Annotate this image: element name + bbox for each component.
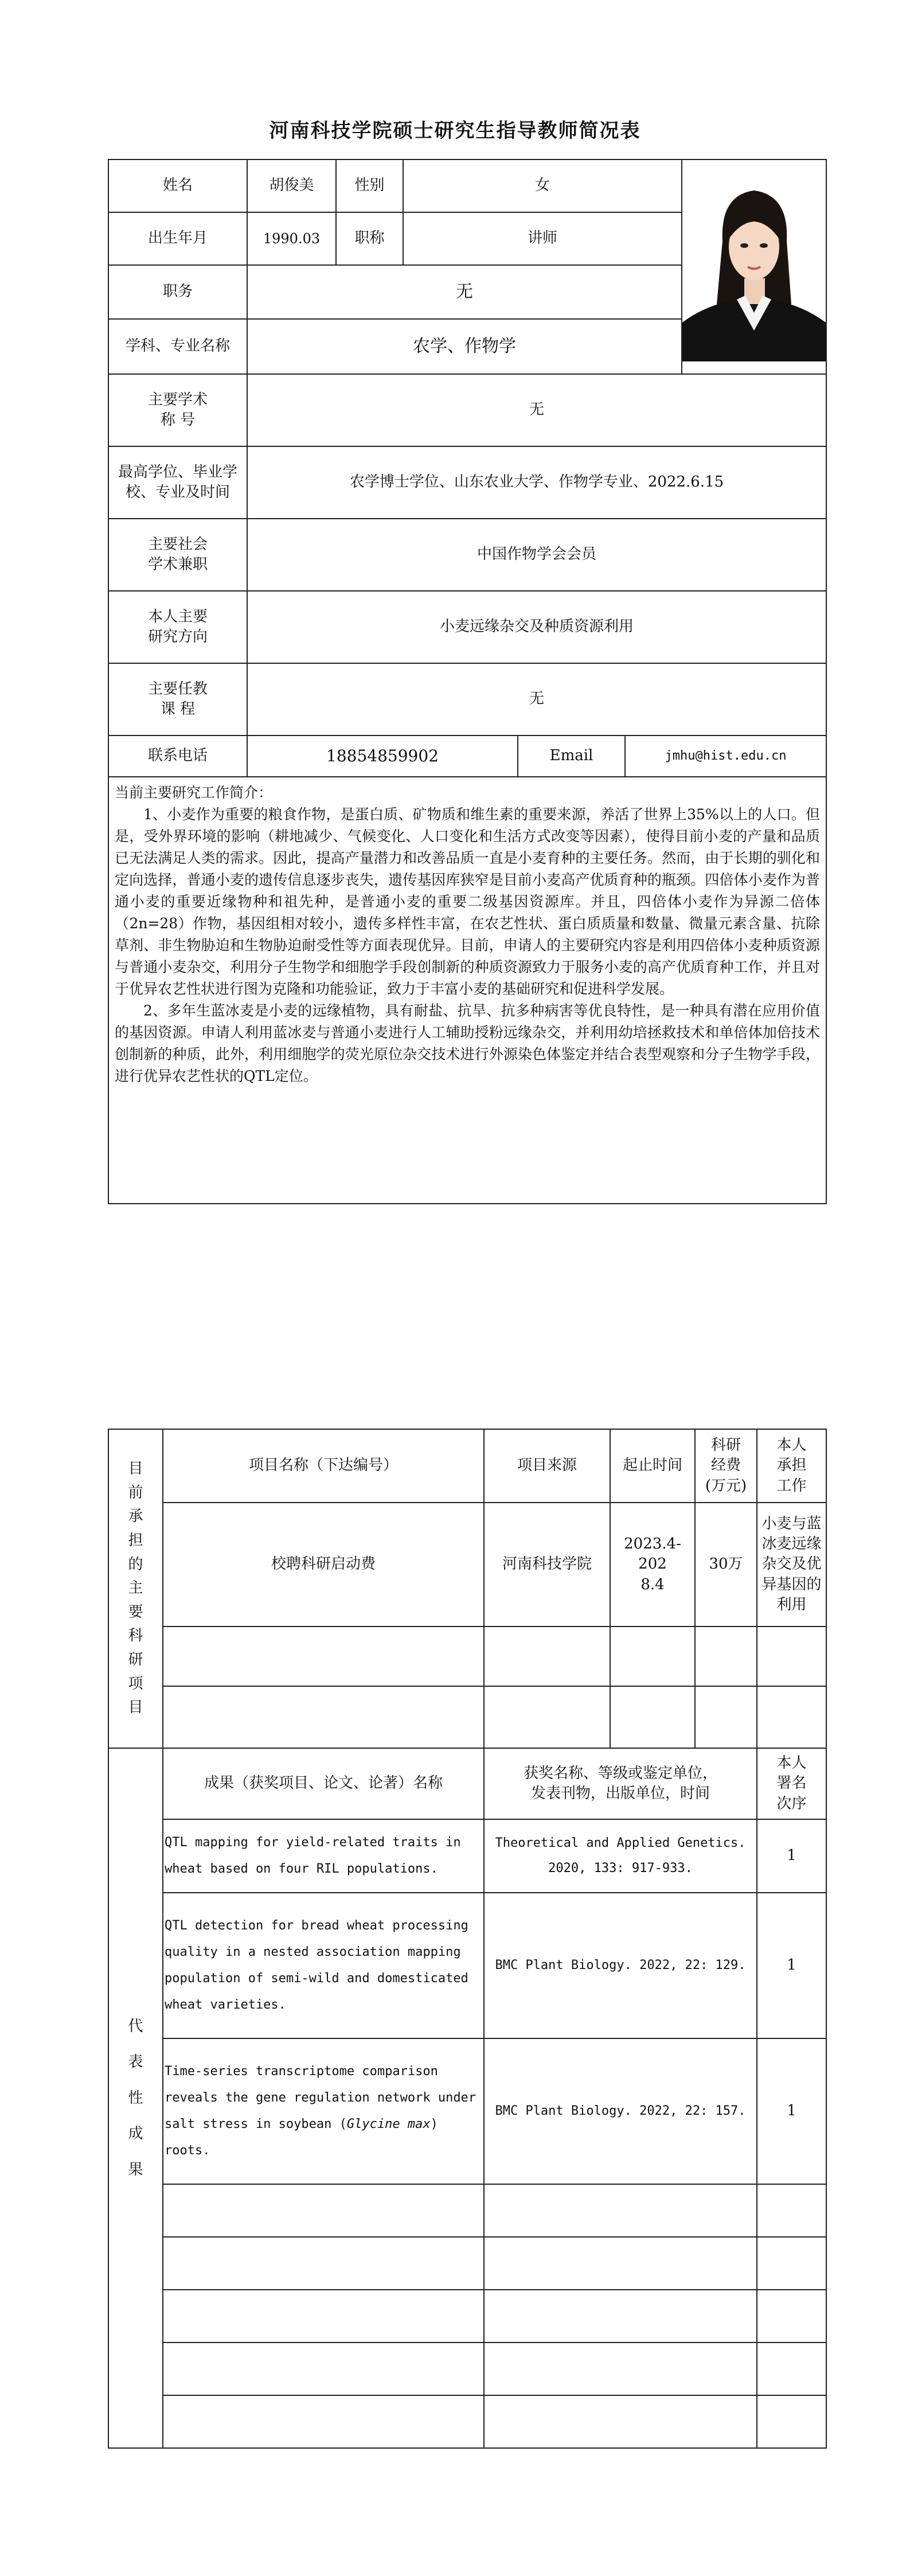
social-label: [108, 519, 247, 591]
achievement-venue: BMC Plant Biology. 2022, 22: 129.: [484, 1893, 757, 2038]
projects-side-char: 承: [128, 1508, 143, 1526]
empty-cell: [163, 1626, 484, 1686]
projects-side-char: 要: [128, 1603, 143, 1621]
email-label: Email: [518, 736, 625, 777]
degree-label-line1: 最高学位、毕业学: [118, 463, 237, 481]
gender-label: 性别: [336, 159, 403, 212]
research-label-line1: 本人主要: [147, 608, 208, 625]
project-row-empty: [108, 1626, 826, 1686]
projects-header-funding-line1: 科研: [710, 1437, 741, 1454]
achievements-header-venue: [484, 1748, 757, 1819]
empty-cell: [757, 2237, 826, 2290]
projects-side-char: 目: [128, 1460, 143, 1478]
projects-side-label: [108, 1429, 163, 1748]
empty-cell: [484, 2184, 757, 2237]
research-intro: [108, 777, 826, 1204]
name-label: 姓名: [108, 159, 247, 212]
research-intro-paragraph-2: 2、多年生蓝冰麦是小麦的远缘植物，具有耐盐、抗旱、抗多种病害等优良特性，是一种具有潜在应用价值的基因资源。申请人利用蓝冰麦与普通小麦进行人工辅助授粉远缘杂交，并利用幼培拯救技术和单倍体加倍技术创制新的种质，此外，利用细胞学的荧光原位杂交技术进行外源染色体鉴定并结合表型观察和分子生物学手段，进行优异农艺性状的QTL定位。: [115, 1002, 821, 1084]
achievement-title-line: quality in a nested association mapping: [165, 1944, 461, 1959]
project-role-line5: 利用: [776, 1596, 807, 1613]
projects-side-char: 目: [128, 1699, 143, 1717]
achievements-header-venue-line2: 发表刊物，出版单位，时间: [530, 1785, 710, 1802]
academic-title-value: 无: [247, 374, 826, 446]
project-role-line1: 小麦与蓝: [761, 1515, 822, 1533]
position-value: 无: [247, 265, 682, 319]
achievement-row-empty: [108, 2342, 826, 2395]
achievement-title: [163, 1893, 484, 2038]
projects-side-char: 的: [128, 1555, 143, 1573]
courses-label: [108, 663, 247, 736]
project-role-line3: 杂交及优: [761, 1555, 822, 1573]
projects-header-funding-line2: 经费: [710, 1457, 741, 1474]
empty-cell: [757, 2290, 826, 2342]
achievement-title-line: reveals the gene regulation network under: [165, 2090, 477, 2105]
courses-label-line2: 课 程: [160, 701, 196, 718]
empty-cell: [610, 1626, 695, 1686]
projects-header-period: 起止时间: [610, 1429, 695, 1503]
social-label-line2: 学术兼职: [147, 556, 208, 573]
achievements-header-title: 成果（获奖项目、论文、论著）名称: [163, 1748, 484, 1819]
achievement-title-line: Time-series transcriptome comparison: [165, 2064, 438, 2079]
phone-value: 18854859902: [247, 736, 518, 777]
achievements-header-order: [757, 1748, 826, 1819]
projects-side-char: 研: [128, 1651, 143, 1668]
email-value: jmhu@hist.edu.cn: [625, 736, 826, 777]
project-funding: 30万: [695, 1503, 757, 1626]
projects-side-char: 担: [128, 1532, 143, 1550]
projects-side-char: 科: [128, 1627, 143, 1645]
research-value: 小麦远缘杂交及种质资源利用: [247, 591, 826, 663]
achievement-title-line: wheat varieties.: [165, 1998, 286, 2013]
research-intro-paragraph-1: 1、小麦作为重要的粮食作物，是蛋白质、矿物质和维生素的重要来源，养活了世界上35%以上的人口。但是，受外界环境的影响（耕地减少、气候变化、人口变化和生活方式改变等因素），使得目前小麦的产量和品质已无法满足人类的需求。因此，提高产量潜力和改善品质一直是小麦育种的主要任务。然而，由于长期的驯化和定向选择，普通小麦的遗传信息逐步丧失，遗传基因库狭窄是目前小麦高产优质育种的瓶颈。四倍体小麦作为普通小麦的重要近缘物种和祖先种，是普通小麦的重要二级基因资源库。并且，四倍体小麦作为异源二倍体（2n=28）作物，基因组相对较小，遗传多样性丰富，在农艺性状、蛋白质质量和数量、微量元素含量、抗除草剂、非生物胁迫和生物胁迫耐受性等方面表现优异。目前，申请人的主要研究内容是利用四倍体小麦种质资源与普通小麦杂交，利用分子生物学和细胞学手段创制新的种质资源致力于服务小麦的高产优质育种工作，并且对于优异农艺性状进行图为克隆和功能验证，致力于丰富小麦的基础研究和促进科学发展。: [115, 806, 821, 997]
academic-title-label-line2: 称 号: [160, 411, 196, 429]
achievement-title: [163, 2038, 484, 2184]
achievements-header-order-line1: 本人: [776, 1754, 807, 1772]
empty-cell: [163, 2395, 484, 2448]
projects-side-char: 前: [128, 1484, 143, 1501]
rank-value: 讲师: [403, 212, 682, 265]
position-label: 职务: [108, 265, 247, 319]
achievement-order: 1: [757, 2038, 826, 2184]
research-intro-heading: 当前主要研究工作简介：: [115, 784, 273, 801]
name-value: 胡俊美: [247, 159, 336, 212]
projects-header-funding-line3: (万元): [705, 1477, 747, 1495]
phone-label: 联系电话: [108, 736, 247, 777]
empty-cell: [695, 1686, 757, 1748]
empty-cell: [757, 2342, 826, 2395]
gender-value: 女: [403, 159, 682, 212]
projects-side-char: 项: [128, 1675, 143, 1692]
achievement-title-line: QTL mapping for yield-related traits in: [165, 1835, 461, 1850]
project-role-line2: 冰麦远缘: [761, 1535, 822, 1553]
page-title: 河南科技学院硕士研究生指导教师简况表: [269, 119, 641, 142]
birth-value: 1990.03: [247, 212, 336, 265]
projects-header-role-line1: 本人: [776, 1437, 807, 1454]
project-role: [757, 1503, 826, 1626]
achievement-title-line: salt stress in soybean (: [165, 2117, 347, 2131]
achievement-row-empty: [108, 2184, 826, 2237]
empty-cell: [484, 2395, 757, 2448]
empty-cell: [484, 2342, 757, 2395]
project-row-empty: [108, 1686, 826, 1748]
achievement-venue: BMC Plant Biology. 2022, 22: 157.: [484, 2038, 757, 2184]
achievements-side-char: 性: [128, 2089, 143, 2107]
achievement-title-line: QTL detection for bread wheat processing: [165, 1918, 468, 1933]
social-value: 中国作物学会会员: [247, 519, 826, 591]
empty-cell: [484, 1686, 610, 1748]
project-period-line2: 8.4: [640, 1575, 665, 1593]
projects-header-role-line3: 工作: [776, 1477, 807, 1495]
degree-value: 农学博士学位、山东农业大学、作物学专业、2022.6.15: [247, 446, 826, 519]
achievement-row: [108, 1819, 826, 1893]
rank-label: 职称: [336, 212, 403, 265]
project-row: [108, 1503, 826, 1626]
degree-label-line2: 校、专业及时间: [125, 484, 230, 501]
achievements-side-label: [108, 1748, 163, 2448]
achievements-side-char: 果: [128, 2161, 143, 2178]
empty-cell: [163, 2237, 484, 2290]
discipline-label: 学科、专业名称: [108, 319, 247, 374]
project-period: [610, 1503, 695, 1626]
courses-label-line1: 主要任教: [147, 680, 208, 698]
empty-cell: [163, 2184, 484, 2237]
achievement-title-species: Glycine max: [346, 2117, 431, 2131]
academic-title-label-line1: 主要学术: [147, 391, 208, 408]
achievements-header-venue-line1: 获奖名称、等级或鉴定单位，: [523, 1764, 717, 1782]
projects-header-source: 项目来源: [484, 1429, 610, 1503]
achievement-venue: [484, 1819, 757, 1893]
empty-cell: [695, 1626, 757, 1686]
projects-achievements-table: [108, 1429, 827, 2449]
achievements-side-char: 表: [128, 2053, 143, 2071]
projects-header-role: [757, 1429, 826, 1503]
empty-cell: [163, 2290, 484, 2342]
birth-label: 出生年月: [108, 212, 247, 265]
empty-cell: [757, 1626, 826, 1686]
project-period-line1: 2023.4-202: [624, 1535, 681, 1573]
empty-cell: [757, 2395, 826, 2448]
empty-cell: [163, 2342, 484, 2395]
empty-cell: [757, 2184, 826, 2237]
academic-title-label: [108, 374, 247, 446]
discipline-value: 农学、作物学: [247, 319, 682, 374]
courses-value: 无: [247, 663, 826, 736]
achievements-side-char: 代: [128, 2018, 143, 2036]
portrait-photo: [682, 172, 826, 361]
empty-cell: [610, 1686, 695, 1748]
achievements-side-char: 成: [128, 2125, 143, 2143]
projects-side-char: 主: [128, 1579, 143, 1597]
achievement-title-line: wheat based on four RIL populations.: [165, 1862, 438, 1876]
research-label: [108, 591, 247, 663]
degree-label: [108, 446, 247, 519]
achievement-order: 1: [757, 1893, 826, 2038]
achievement-order: 1: [757, 1819, 826, 1893]
project-source: 河南科技学院: [484, 1503, 610, 1626]
achievements-header-order-line3: 次序: [776, 1795, 807, 1812]
projects-header-name: 项目名称（下达编号）: [163, 1429, 484, 1503]
achievement-row-empty: [108, 2290, 826, 2342]
achievement-row: [108, 1893, 826, 2038]
empty-cell: [484, 2237, 757, 2290]
projects-header-role-line2: 承担: [776, 1457, 807, 1474]
achievement-title-line: ): [430, 2117, 438, 2131]
empty-cell: [163, 1686, 484, 1748]
projects-header-funding: [695, 1429, 757, 1503]
social-label-line1: 主要社会: [147, 535, 208, 553]
project-role-line4: 异基因的: [761, 1575, 822, 1593]
empty-cell: [484, 1626, 610, 1686]
achievement-row: [108, 2038, 826, 2184]
achievement-venue-line: 2020, 133: 917-933.: [548, 1861, 693, 1875]
achievement-row-empty: [108, 2237, 826, 2290]
achievement-venue-line: Theoretical and Applied Genetics.: [495, 1836, 746, 1850]
empty-cell: [757, 1686, 826, 1748]
empty-cell: [484, 2290, 757, 2342]
profile-table: [108, 159, 827, 1204]
project-name: 校聘科研启动费: [163, 1503, 484, 1626]
achievement-title-line: population of semi-wild and domesticated: [165, 1971, 468, 1986]
achievements-header-order-line2: 署名: [776, 1775, 807, 1792]
achievement-title-line: roots.: [165, 2143, 210, 2158]
photo-cell: [682, 159, 826, 374]
achievement-title: [163, 1819, 484, 1893]
achievement-row-empty: [108, 2395, 826, 2448]
research-label-line2: 研究方向: [147, 628, 208, 645]
